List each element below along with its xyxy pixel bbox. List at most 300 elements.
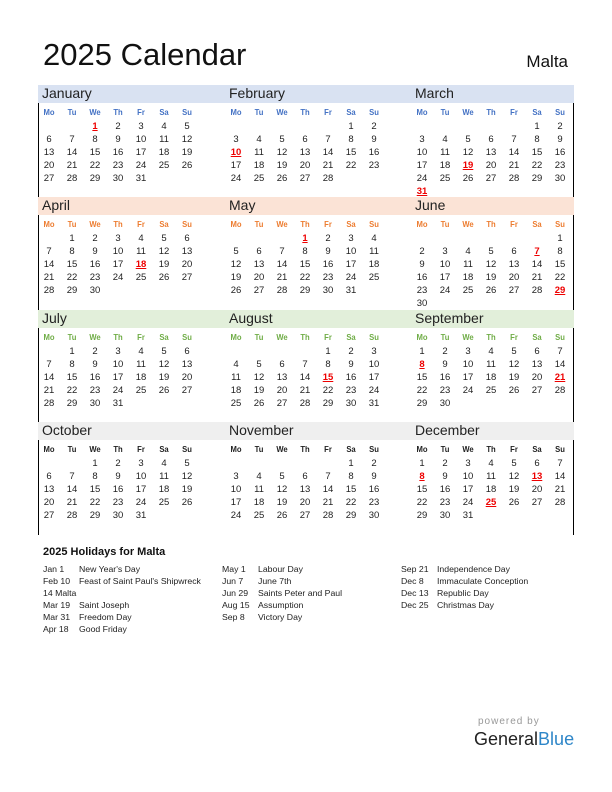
day-cell: 10 — [345, 246, 357, 257]
month-name: February — [229, 85, 286, 101]
holiday-name: Immaculate Conception — [437, 576, 529, 586]
day-cell: 3 — [115, 233, 121, 244]
day-cell: 15 — [89, 147, 101, 158]
day-cell: 3 — [138, 121, 144, 132]
day-cell: 29 — [89, 510, 101, 521]
holiday-item — [401, 575, 528, 587]
day-cell: 24 — [416, 173, 428, 184]
day-cell: 26 — [253, 398, 265, 409]
day-cell: 4 — [138, 233, 144, 244]
day-cell: 19 — [276, 497, 288, 508]
day-cell: 6 — [279, 359, 285, 370]
day-cell: 9 — [442, 359, 448, 370]
weekday-header: Fr — [137, 219, 145, 229]
day-cell: 26 — [181, 160, 193, 171]
day-cell: 29 — [66, 285, 78, 296]
day-cell: 14 — [531, 259, 543, 270]
day-cell: 29 — [416, 510, 428, 521]
day-cell: 6 — [534, 458, 540, 469]
weekday-header: Th — [300, 107, 310, 117]
day-cell: 3 — [465, 458, 471, 469]
day-cell: 23 — [368, 497, 380, 508]
month-name: October — [42, 422, 92, 438]
day-cell: 28 — [322, 510, 334, 521]
day-cell: 11 — [136, 359, 146, 370]
day-cell: 13 — [43, 484, 55, 495]
holiday-name: Labour Day — [258, 564, 303, 574]
day-cell: 14 — [554, 359, 566, 370]
day-cell: 14 — [299, 372, 311, 383]
day-cell: 18 — [485, 484, 497, 495]
day-cell: 25 — [253, 510, 265, 521]
day-cell: 12 — [462, 147, 474, 158]
day-cell: 10 — [462, 359, 474, 370]
day-cell: 2 — [92, 346, 98, 357]
weekday-header: Mo — [43, 107, 55, 117]
weekday-header: Fr — [137, 444, 145, 454]
weekday-header: We — [462, 219, 474, 229]
day-cell: 6 — [46, 134, 52, 145]
weekday-header: Sa — [159, 107, 169, 117]
holiday-date: Jun 7 — [222, 576, 244, 586]
day-cell: 12 — [508, 471, 520, 482]
day-cell: 19 — [230, 272, 242, 283]
day-cell: 27 — [299, 173, 311, 184]
day-cell: 30 — [89, 285, 101, 296]
day-cell: 16 — [439, 484, 451, 495]
day-cell: 9 — [371, 471, 377, 482]
holiday-day: 31 — [416, 186, 428, 197]
day-cell: 2 — [348, 346, 354, 357]
holiday-date: Aug 15 — [222, 600, 250, 610]
holiday-date: Apr 18 — [43, 624, 69, 634]
weekday-header: Mo — [416, 107, 428, 117]
day-cell: 2 — [371, 458, 377, 469]
day-cell: 20 — [43, 497, 55, 508]
day-cell: 20 — [181, 259, 193, 270]
day-cell: 14 — [66, 147, 78, 158]
weekday-header: Sa — [532, 107, 542, 117]
day-cell: 10 — [416, 147, 428, 158]
brand-general: General — [474, 729, 539, 749]
day-cell: 21 — [66, 160, 78, 171]
day-cell: 4 — [442, 134, 448, 145]
day-cell: 4 — [161, 121, 167, 132]
holiday-item — [43, 587, 201, 599]
day-cell: 21 — [43, 272, 55, 283]
day-cell: 9 — [371, 134, 377, 145]
day-cell: 24 — [368, 385, 380, 396]
holiday-date: Sep 8 — [222, 612, 245, 622]
day-cell: 12 — [485, 259, 497, 270]
weekday-header: Su — [182, 444, 192, 454]
day-cell: 3 — [233, 471, 239, 482]
weekday-header: Th — [113, 219, 123, 229]
day-cell: 22 — [531, 160, 543, 171]
day-cell: 23 — [322, 272, 334, 283]
day-cell: 14 — [66, 484, 78, 495]
day-cell: 26 — [462, 173, 474, 184]
day-cell: 14 — [508, 147, 520, 158]
holiday-name: Christmas Day — [437, 600, 494, 610]
day-cell: 30 — [89, 398, 101, 409]
day-cell: 17 — [462, 484, 474, 495]
day-cell: 15 — [345, 484, 357, 495]
holiday-date: Dec 8 — [401, 576, 424, 586]
brand-blue: Blue — [538, 729, 575, 749]
holiday-date: Sep 21 — [401, 564, 429, 574]
day-cell: 13 — [276, 372, 288, 383]
day-cell: 22 — [345, 160, 357, 171]
holiday-day: 18 — [135, 259, 147, 270]
day-cell: 24 — [135, 160, 147, 171]
day-cell: 1 — [92, 458, 98, 469]
day-cell: 22 — [66, 272, 78, 283]
day-cell: 9 — [442, 471, 448, 482]
weekday-header: We — [276, 107, 288, 117]
day-cell: 19 — [508, 372, 520, 383]
generalblue-logo[interactable] — [474, 729, 574, 750]
day-cell: 29 — [322, 398, 334, 409]
day-cell: 10 — [135, 471, 147, 482]
holiday-day: 8 — [419, 359, 425, 370]
day-cell: 6 — [511, 246, 517, 257]
holiday-item — [43, 611, 201, 623]
holiday-day: 29 — [554, 285, 566, 296]
day-cell: 20 — [299, 160, 311, 171]
holidays-title: 2025 Holidays for Malta — [43, 546, 166, 558]
day-cell: 8 — [348, 471, 354, 482]
weekday-header: Sa — [159, 332, 169, 342]
day-cell: 1 — [419, 346, 425, 357]
day-cell: 27 — [43, 510, 55, 521]
day-cell: 5 — [465, 134, 471, 145]
day-cell: 29 — [531, 173, 543, 184]
day-cell: 2 — [442, 458, 448, 469]
weekday-header: Tu — [67, 444, 77, 454]
day-cell: 11 — [486, 359, 496, 370]
day-cell: 19 — [158, 372, 170, 383]
day-cell: 24 — [112, 272, 124, 283]
weekday-header: Sa — [346, 107, 356, 117]
holiday-name: Feast of Saint Paul's Shipwreck — [79, 576, 201, 586]
day-cell: 2 — [557, 121, 563, 132]
day-cell: 19 — [485, 272, 497, 283]
weekday-header: Su — [369, 444, 379, 454]
weekday-header: Tu — [254, 107, 264, 117]
weekday-header: Fr — [137, 107, 145, 117]
day-cell: 19 — [253, 385, 265, 396]
day-cell: 8 — [92, 471, 98, 482]
quarter-band — [38, 85, 574, 103]
day-cell: 9 — [115, 134, 121, 145]
day-cell: 13 — [253, 259, 265, 270]
day-cell: 23 — [439, 497, 451, 508]
day-cell: 3 — [233, 134, 239, 145]
day-cell: 7 — [325, 134, 331, 145]
holiday-name: Saints Peter and Paul — [258, 588, 343, 598]
weekday-header: Th — [300, 219, 310, 229]
day-cell: 30 — [416, 298, 428, 309]
day-cell: 17 — [112, 372, 124, 383]
day-cell: 21 — [43, 385, 55, 396]
day-cell: 17 — [135, 147, 147, 158]
weekday-header: Sa — [159, 219, 169, 229]
month-name: November — [229, 422, 294, 438]
day-cell: 11 — [486, 471, 496, 482]
day-cell: 2 — [92, 233, 98, 244]
weekday-header: Mo — [43, 219, 55, 229]
country-label: Malta — [526, 52, 568, 71]
day-cell: 15 — [89, 484, 101, 495]
holiday-name: Assumption — [258, 600, 304, 610]
day-cell: 24 — [462, 497, 474, 508]
day-cell: 7 — [279, 246, 285, 257]
weekday-header: We — [462, 107, 474, 117]
day-cell: 21 — [66, 497, 78, 508]
day-cell: 1 — [69, 346, 75, 357]
day-cell: 21 — [276, 272, 288, 283]
holiday-date: May 1 — [222, 564, 246, 574]
weekday-header: Fr — [510, 107, 518, 117]
weekday-header: Mo — [230, 332, 242, 342]
weekday-header: Fr — [137, 332, 145, 342]
holiday-item — [43, 623, 201, 635]
holiday-date: Jun 29 — [222, 588, 249, 598]
weekday-header: Tu — [254, 444, 264, 454]
weekday-header: Su — [555, 219, 565, 229]
day-cell: 3 — [115, 346, 121, 357]
weekday-header: Th — [486, 219, 496, 229]
day-cell: 25 — [485, 385, 497, 396]
weekday-header: Su — [369, 219, 379, 229]
weekday-header: Tu — [254, 219, 264, 229]
day-cell: 12 — [253, 372, 265, 383]
page-title: 2025 Calendar — [43, 37, 247, 72]
day-cell: 1 — [348, 458, 354, 469]
quarter-band — [38, 197, 574, 215]
day-cell: 4 — [488, 458, 494, 469]
day-cell: 18 — [135, 372, 147, 383]
day-cell: 27 — [181, 385, 193, 396]
month-name: August — [229, 310, 273, 326]
weekday-header: Th — [113, 444, 123, 454]
weekday-header: Sa — [532, 444, 542, 454]
day-cell: 22 — [89, 160, 101, 171]
weekday-header: Su — [555, 332, 565, 342]
month-name: January — [42, 85, 92, 101]
day-cell: 19 — [181, 147, 193, 158]
weekday-header: Sa — [346, 444, 356, 454]
day-cell: 24 — [345, 272, 357, 283]
holiday-item — [222, 575, 342, 587]
day-cell: 13 — [485, 147, 497, 158]
day-cell: 11 — [231, 372, 241, 383]
day-cell: 16 — [89, 259, 101, 270]
day-cell: 17 — [439, 272, 451, 283]
day-cell: 1 — [348, 121, 354, 132]
day-cell: 11 — [440, 147, 450, 158]
day-cell: 24 — [230, 173, 242, 184]
day-cell: 26 — [508, 385, 520, 396]
day-cell: 25 — [135, 272, 147, 283]
day-cell: 20 — [276, 385, 288, 396]
holiday-name: Good Friday — [79, 624, 127, 634]
day-cell: 8 — [325, 359, 331, 370]
holiday-item — [43, 575, 201, 587]
day-cell: 1 — [419, 458, 425, 469]
day-cell: 15 — [531, 147, 543, 158]
day-cell: 28 — [276, 285, 288, 296]
month-name: May — [229, 197, 256, 213]
day-cell: 28 — [322, 173, 334, 184]
day-cell: 16 — [322, 259, 334, 270]
weekday-header: We — [276, 444, 288, 454]
holiday-item — [401, 587, 528, 599]
holiday-item — [401, 563, 528, 575]
day-cell: 20 — [531, 372, 543, 383]
day-cell: 27 — [43, 173, 55, 184]
holiday-name: Freedom Day — [79, 612, 132, 622]
day-cell: 15 — [345, 147, 357, 158]
day-cell: 12 — [276, 147, 288, 158]
day-cell: 4 — [256, 134, 262, 145]
day-cell: 12 — [276, 484, 288, 495]
day-cell: 31 — [135, 173, 147, 184]
day-cell: 16 — [112, 147, 124, 158]
day-cell: 19 — [508, 484, 520, 495]
day-cell: 6 — [302, 134, 308, 145]
holiday-day: 21 — [554, 372, 566, 383]
day-cell: 21 — [322, 497, 334, 508]
day-cell: 10 — [112, 246, 124, 257]
day-cell: 28 — [531, 285, 543, 296]
day-cell: 17 — [230, 497, 242, 508]
weekday-header: We — [462, 444, 474, 454]
day-cell: 5 — [233, 246, 239, 257]
day-cell: 23 — [112, 497, 124, 508]
weekday-header: Th — [300, 332, 310, 342]
month-name: June — [415, 197, 446, 213]
weekday-header: Mo — [230, 107, 242, 117]
day-cell: 6 — [184, 233, 190, 244]
day-cell: 17 — [368, 372, 380, 383]
day-cell: 30 — [554, 173, 566, 184]
day-cell: 13 — [43, 147, 55, 158]
weekday-header: Fr — [324, 107, 332, 117]
day-cell: 27 — [299, 510, 311, 521]
holiday-name: Victory Day — [258, 612, 303, 622]
day-cell: 30 — [322, 285, 334, 296]
holiday-day: 1 — [302, 233, 308, 244]
day-cell: 31 — [112, 398, 124, 409]
day-cell: 29 — [345, 510, 357, 521]
weekday-header: Mo — [230, 219, 242, 229]
day-cell: 8 — [92, 134, 98, 145]
holiday-date: Mar 31 — [43, 612, 71, 622]
day-cell: 13 — [181, 359, 193, 370]
day-cell: 26 — [230, 285, 242, 296]
day-cell: 5 — [511, 458, 517, 469]
holiday-date: Dec 13 — [401, 588, 429, 598]
day-cell: 14 — [554, 471, 566, 482]
day-cell: 11 — [159, 471, 169, 482]
day-cell: 8 — [557, 246, 563, 257]
day-cell: 16 — [439, 372, 451, 383]
day-cell: 19 — [276, 160, 288, 171]
day-cell: 15 — [299, 259, 311, 270]
weekday-header: Tu — [440, 332, 450, 342]
day-cell: 22 — [416, 497, 428, 508]
day-cell: 14 — [276, 259, 288, 270]
holiday-item — [222, 611, 342, 623]
day-cell: 15 — [66, 259, 78, 270]
day-cell: 22 — [66, 385, 78, 396]
weekday-header: We — [89, 219, 101, 229]
day-cell: 13 — [531, 359, 543, 370]
holiday-column — [222, 563, 342, 623]
day-cell: 12 — [158, 246, 170, 257]
day-cell: 28 — [299, 398, 311, 409]
weekday-header: Su — [369, 332, 379, 342]
day-cell: 4 — [161, 458, 167, 469]
day-cell: 12 — [508, 359, 520, 370]
weekday-header: Fr — [324, 444, 332, 454]
day-cell: 29 — [89, 173, 101, 184]
day-cell: 20 — [485, 160, 497, 171]
day-cell: 6 — [534, 346, 540, 357]
day-cell: 27 — [485, 173, 497, 184]
day-cell: 26 — [276, 173, 288, 184]
day-cell: 5 — [161, 346, 167, 357]
weekday-header: Su — [555, 107, 565, 117]
day-cell: 9 — [557, 134, 563, 145]
day-cell: 7 — [69, 134, 75, 145]
day-cell: 22 — [299, 272, 311, 283]
day-cell: 28 — [43, 398, 55, 409]
day-cell: 9 — [348, 359, 354, 370]
powered-by-label: powered by — [478, 716, 540, 727]
day-cell: 18 — [439, 160, 451, 171]
day-cell: 4 — [465, 246, 471, 257]
day-cell: 8 — [69, 246, 75, 257]
month-name: April — [42, 197, 71, 213]
holiday-item — [222, 587, 342, 599]
weekday-header: Th — [113, 332, 123, 342]
holiday-column — [43, 563, 201, 635]
day-cell: 10 — [230, 484, 242, 495]
day-cell: 29 — [66, 398, 78, 409]
day-cell: 1 — [325, 346, 331, 357]
day-cell: 6 — [488, 134, 494, 145]
day-cell: 29 — [299, 285, 311, 296]
weekday-header: We — [89, 107, 101, 117]
day-cell: 8 — [348, 134, 354, 145]
day-cell: 24 — [112, 385, 124, 396]
day-cell: 18 — [485, 372, 497, 383]
day-cell: 22 — [322, 385, 334, 396]
holiday-date: Mar 19 — [43, 600, 71, 610]
day-cell: 13 — [181, 246, 193, 257]
day-cell: 26 — [485, 285, 497, 296]
day-cell: 4 — [233, 359, 239, 370]
weekday-header: Su — [182, 107, 192, 117]
day-cell: 27 — [276, 398, 288, 409]
day-cell: 22 — [89, 497, 101, 508]
weekday-header: We — [276, 332, 288, 342]
holiday-item — [43, 563, 201, 575]
day-cell: 23 — [554, 160, 566, 171]
